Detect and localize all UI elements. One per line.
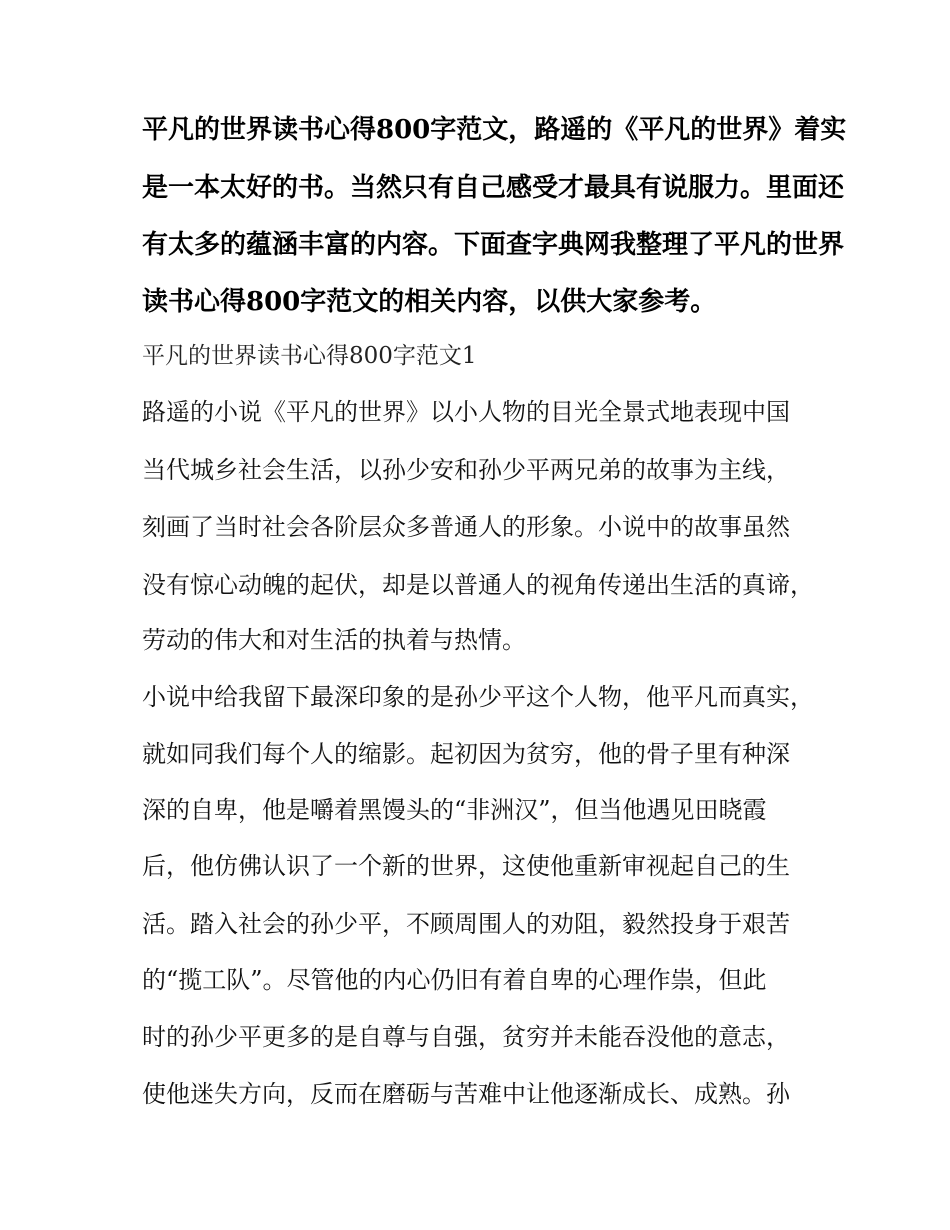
paragraph1-line: 路遥的小说《平凡的世界》以小人物的目光全景式地表现中国 bbox=[142, 398, 790, 426]
intro-line: 平凡的世界读书心得800字范文，路遥的《平凡的世界》着实 bbox=[142, 115, 847, 145]
paragraph2-line: 深的自卑，他是嚼着黑馒头的“非洲汉”，但当他遇见田晓霞 bbox=[142, 796, 767, 824]
paragraph1-line: 没有惊心动魄的起伏，却是以普通人的视角传递出生活的真谛， bbox=[142, 571, 814, 599]
paragraph2-line: 小说中给我留下最深印象的是孙少平这个人物，他平凡而真实， bbox=[142, 683, 814, 711]
paragraph2-line: 使他迷失方向，反而在磨砺与苦难中让他逐渐成长、成熟。孙 bbox=[142, 1080, 790, 1108]
intro-line: 有太多的蕴涵丰富的内容。下面查字典网我整理了平凡的世界 bbox=[142, 230, 845, 260]
paragraph2-line: 活。踏入社会的孙少平，不顾周围人的劝阻，毅然投身于艰苦 bbox=[142, 910, 790, 938]
paragraph1-line: 劳动的伟大和对生活的执着与热情。 bbox=[142, 626, 526, 654]
paragraph2-line: 后，他仿佛认识了一个新的世界，这使他重新审视起自己的生 bbox=[142, 852, 790, 880]
paragraph2-line: 就如同我们每个人的缩影。起初因为贫穷，他的骨子里有种深 bbox=[142, 740, 790, 768]
paragraph1-line: 当代城乡社会生活，以孙少安和孙少平两兄弟的故事为主线， bbox=[142, 456, 790, 484]
section-title: 平凡的世界读书心得800字范文1 bbox=[142, 343, 477, 369]
paragraph2-line: 的“揽工队”。尽管他的内心仍旧有着自卑的心理作祟，但此 bbox=[142, 966, 767, 994]
paragraph2-line: 时的孙少平更多的是自尊与自强，贫穷并未能吞没他的意志， bbox=[142, 1023, 790, 1051]
intro-line: 读书心得800字范文的相关内容，以供大家参考。 bbox=[142, 287, 717, 317]
intro-line: 是一本太好的书。当然只有自己感受才最具有说服力。里面还 bbox=[142, 173, 845, 203]
paragraph1-line: 刻画了当时社会各阶层众多普通人的形象。小说中的故事虽然 bbox=[142, 513, 790, 541]
